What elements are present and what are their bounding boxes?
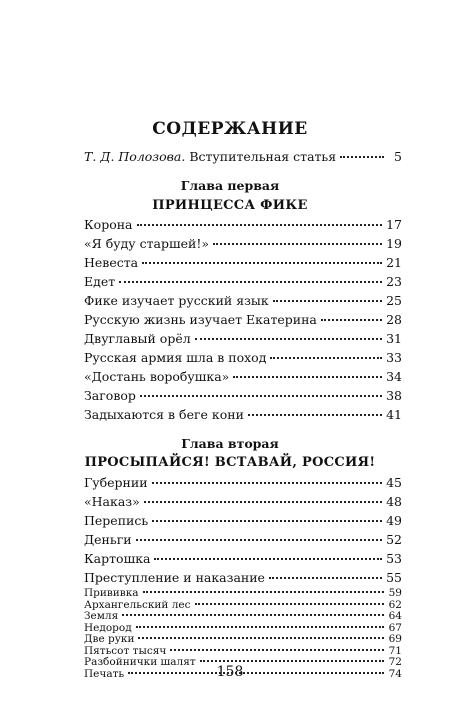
toc-entry <box>84 645 402 657</box>
toc-entry-page: 25 <box>386 293 402 308</box>
toc-entry <box>84 568 402 588</box>
dot-leader <box>233 375 382 378</box>
toc-entry-page: 59 <box>388 587 402 599</box>
toc-entry <box>84 530 402 550</box>
page-number: 158 <box>216 664 244 680</box>
dot-leader <box>152 519 382 522</box>
toc-entry-page: 41 <box>386 407 402 422</box>
toc-entry-page: 19 <box>386 236 402 251</box>
toc-entry-label: Русскую жизнь изучает Екатерина <box>84 312 317 327</box>
toc-entry <box>84 492 402 512</box>
dot-leader <box>269 576 382 579</box>
toc-entry-page: 67 <box>388 621 402 634</box>
toc-entry-label: «Достань воробушка» <box>84 369 230 384</box>
toc-entry <box>84 587 402 599</box>
toc-entry-page: 38 <box>386 388 402 403</box>
dot-leader <box>143 590 384 593</box>
toc-entry-page: 45 <box>386 475 402 490</box>
toc-entry <box>84 386 402 406</box>
toc-entry <box>84 622 402 634</box>
toc-entry-page: 17 <box>386 217 402 232</box>
dot-leader <box>138 636 384 639</box>
toc-entry-page: 23 <box>386 274 402 289</box>
toc-entry <box>84 272 402 292</box>
toc-entry <box>84 367 402 387</box>
toc-entry-page: 55 <box>386 570 402 585</box>
dot-leader <box>128 671 384 674</box>
toc-entry <box>84 511 402 531</box>
toc-entry-label <box>84 147 336 167</box>
toc-entry-label: Едет <box>84 274 116 289</box>
toc-entry-label: Недород <box>84 621 132 634</box>
toc-entry-page: 69 <box>388 633 402 645</box>
dot-leader <box>136 538 383 541</box>
intro-author: Т. Д. Полозова. <box>84 149 186 164</box>
dot-leader <box>122 613 384 616</box>
toc-entry-label: Двуглавый орёл <box>84 331 191 346</box>
dot-leader <box>273 299 382 302</box>
toc-entry-label: Русская армия шла в поход <box>84 350 267 365</box>
toc-entry-label: Прививка <box>84 587 139 599</box>
toc-entry-page: 34 <box>386 369 402 384</box>
toc-entry <box>84 473 402 493</box>
chapter-2-title: ПРОСЫПАЙСЯ! ВСТАВАЙ, РОССИЯ! <box>84 455 376 470</box>
toc-entry <box>84 215 402 235</box>
dot-leader <box>195 337 382 340</box>
page-title: СОДЕРЖАНИЕ <box>152 119 308 139</box>
chapter-1-title: ПРИНЦЕССА ФИКЕ <box>152 198 308 213</box>
toc-entry-label: Корона <box>84 217 133 232</box>
toc-entry-label: Перепись <box>84 513 149 528</box>
toc-entry <box>84 310 402 330</box>
toc-entry-page: 33 <box>386 350 402 365</box>
dot-leader <box>140 394 382 397</box>
toc-entry-label: Невеста <box>84 255 139 270</box>
toc-entry-label: Заговор <box>84 388 136 403</box>
toc-entry-page: 71 <box>388 644 402 657</box>
toc-entry-label: Фике изучает русский язык <box>84 293 269 308</box>
dot-leader <box>137 223 383 226</box>
toc-entry-page: 5 <box>394 149 402 164</box>
toc-entry-page: 64 <box>388 610 402 622</box>
toc-entry-label: «Наказ» <box>84 494 140 509</box>
toc-entry <box>84 599 402 611</box>
dot-leader <box>170 648 384 651</box>
toc-entry-label: Картошка <box>84 551 151 566</box>
dot-leader <box>136 625 384 628</box>
intro-text: Вступительная статья <box>185 149 337 164</box>
toc-entry-page: 48 <box>386 494 402 509</box>
toc-entry-page: 72 <box>388 656 402 668</box>
toc-entry-label: Преступление и наказание <box>84 570 265 585</box>
toc-entry-page: 52 <box>386 532 402 547</box>
dot-leader <box>154 557 382 560</box>
dot-leader <box>340 155 384 158</box>
toc-entry-label: «Я буду старшей!» <box>84 236 210 251</box>
toc-entry-label: Архангельский лес <box>84 598 191 611</box>
toc-entry-page: 62 <box>388 598 402 611</box>
dot-leader <box>142 261 382 264</box>
dot-leader <box>195 602 385 605</box>
toc-entry-page: 49 <box>386 513 402 528</box>
dot-leader <box>144 500 382 503</box>
toc-entry-label: Деньги <box>84 532 132 547</box>
toc-entry <box>84 405 402 425</box>
toc-entry-intro <box>84 147 402 167</box>
toc-entry-label: Земля <box>84 610 119 622</box>
toc-entry <box>84 253 402 273</box>
toc-entry <box>84 329 402 349</box>
dot-leader <box>213 242 382 245</box>
dot-leader <box>119 280 382 283</box>
toc-entry <box>84 633 402 645</box>
toc-entry-page: 74 <box>388 667 402 680</box>
dot-leader <box>321 318 382 321</box>
toc-entry-label: Две руки <box>84 633 135 645</box>
dot-leader <box>200 659 384 662</box>
toc-entry <box>84 549 402 569</box>
dot-leader <box>270 356 382 359</box>
toc-entry <box>84 610 402 622</box>
toc-entry-label: Разбойнички шалят <box>84 656 196 668</box>
toc-entry-label: Печать <box>84 667 125 680</box>
toc-entry-label: Пятьсот тысяч <box>84 644 167 657</box>
toc-entry-page: 28 <box>386 312 402 327</box>
toc-entry-page: 53 <box>386 551 402 566</box>
dot-leader <box>152 481 383 484</box>
toc-entry-page: 31 <box>386 331 402 346</box>
chapter-2-number: Глава вторая <box>181 436 279 451</box>
toc-entry <box>84 234 402 254</box>
toc-entry <box>84 291 402 311</box>
toc-entry <box>84 348 402 368</box>
toc-entry-label: Задыхаются в беге кони <box>84 407 244 422</box>
toc-entry <box>84 656 402 668</box>
toc-entry <box>84 668 402 680</box>
toc-entry-label: Губернии <box>84 475 148 490</box>
chapter-1-number: Глава первая <box>180 178 280 193</box>
dot-leader <box>248 413 382 416</box>
toc-entry-page: 21 <box>386 255 402 270</box>
